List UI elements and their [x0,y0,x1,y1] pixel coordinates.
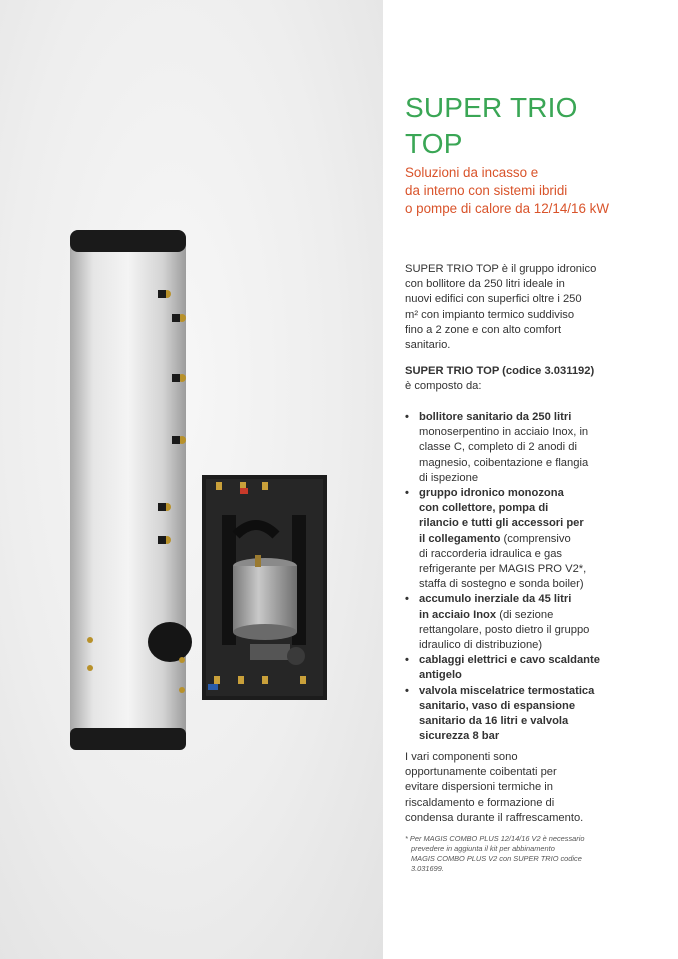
item-text: (comprensivo [500,532,571,545]
item-text: rettangolare, posto dietro il gruppo [419,623,590,636]
list-item [405,684,645,745]
outro-line: opportunamente coibentati per [405,766,557,779]
hydronic-unit [202,475,327,700]
subtitle-line: da interno con sistemi ibridi [405,183,568,198]
footnote-line: prevedere in aggiunta il kit per abbinamento [411,844,555,853]
list-item [405,410,645,486]
intro-line: sanitario. [405,339,451,352]
subtitle-line: Soluzioni da incasso e [405,165,539,180]
title-line: TOP [405,128,463,159]
footnote-line: 3.031699. [411,864,444,873]
subtitle-line: o pompe di calore da 12/14/16 kW [405,201,609,216]
intro-line: m² con impianto termico suddiviso [405,308,575,321]
item-bold: sanitario da 16 litri e valvola [419,715,569,728]
component-list [405,410,645,744]
item-bold: • valvola miscelatrice termostatica [419,684,595,697]
intro-line: SUPER TRIO TOP è il gruppo idronico [405,263,597,275]
footnote [405,834,645,874]
list-item [405,592,645,653]
item-bold: • bollitore sanitario da 250 litri [419,411,572,423]
item-text: staffa di sostegno e sonda boiler) [419,578,584,591]
item-text: idraulico di distribuzione) [419,639,543,652]
item-bold: • gruppo idronico monozona [419,487,564,500]
outro-line: condensa durante il raffrescamento. [405,811,584,824]
expansion-vessel [233,566,297,632]
intro-paragraph [405,262,640,353]
intro-line: con bollitore da 250 litri ideale in [405,278,565,291]
item-bold: con collettore, pompa di [419,502,549,515]
item-bold: sanitario, vaso di espansione [419,699,576,712]
item-text: monoserpentino in acciaio Inox, in [419,426,589,439]
item-bold: • accumulo inerziale da 45 litri [419,593,572,606]
intro-line: nuovi edifici con superfici oltre i 250 [405,293,582,306]
composition-intro: è composto da: [405,380,482,393]
inspection-flange [148,622,192,662]
title-line: SUPER TRIO [405,92,578,123]
item-text: magnesio, coibentazione e flangia [419,456,589,469]
subtitle [405,164,665,218]
item-text: di raccorderia idraulica e gas [419,547,563,560]
item-text: refrigerante per MAGIS PRO V2*, [419,563,587,576]
item-bold: sicurezza 8 bar [419,730,500,743]
footnote-line: * Per MAGIS COMBO PLUS 12/14/16 V2 è necessario [405,834,585,843]
list-item [405,653,645,683]
item-text: di ispezione [419,471,479,484]
page-title [405,90,665,162]
product-code-block [405,364,640,394]
item-text: classe C, completo di 2 anodi di [419,441,577,454]
item-bold: in acciaio Inox [419,608,497,621]
outro-line: riscaldamento e formazione di [405,796,555,809]
item-bold: il collegamento [419,532,501,545]
boiler-tank [70,230,192,750]
item-text: (di sezione [496,608,554,621]
intro-line: fino a 2 zone e con alto comfort [405,323,562,336]
outro-line: evitare dispersioni termiche in [405,781,553,794]
item-bold: antigelo [419,669,462,682]
item-bold: rilancio e tutti gli accessori per [419,517,584,530]
list-item [405,486,645,592]
footnote-line: MAGIS COMBO PLUS V2 con SUPER TRIO codice [411,854,582,863]
item-bold: • cablaggi elettrici e cavo scaldante [419,654,600,667]
outro-line: I vari componenti sono [405,751,518,763]
outro-paragraph [405,750,645,826]
product-code: SUPER TRIO TOP (codice 3.031192) [405,365,595,377]
